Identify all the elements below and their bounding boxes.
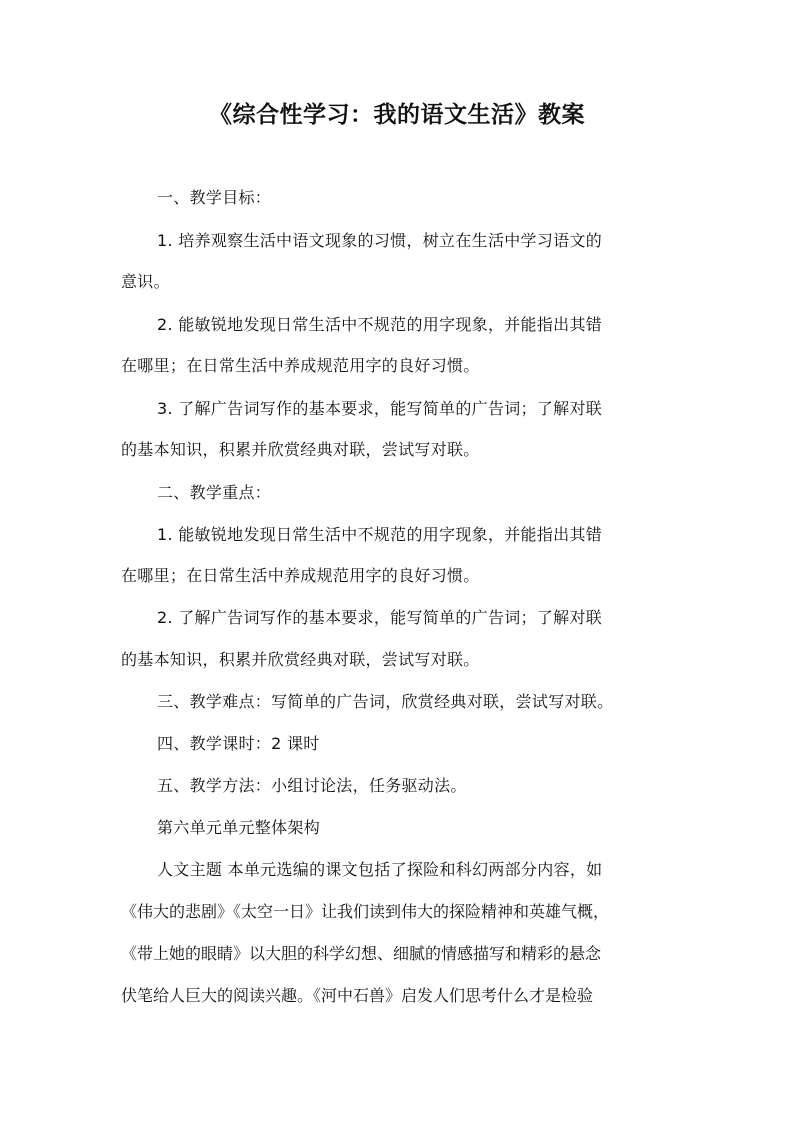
paragraph-line: 意识。 [121, 272, 170, 291]
paragraph-line: 的基本知识，积累并欣赏经典对联，尝试写对联。 [121, 650, 480, 669]
paragraph-line: 1. 培养观察生活中语文现象的习惯，树立在生活中学习语文的 [157, 231, 603, 250]
section-heading-methods: 五、教学方法：小组讨论法，任务驱动法。 [157, 776, 467, 795]
paragraph-line: 的基本知识，积累并欣赏经典对联，尝试写对联。 [121, 440, 480, 459]
paragraph-line: 伏笔给人巨大的阅读兴趣。《河中石兽》启发人们思考什么才是检验 [121, 986, 594, 1005]
section-heading-class-hours: 四、教学课时：2 课时 [157, 734, 320, 753]
paragraph-line: 2. 了解广告词写作的基本要求，能写简单的广告词；了解对联 [157, 608, 603, 627]
section-heading-key-points: 二、教学重点： [157, 483, 272, 502]
paragraph-line: 2. 能敏锐地发现日常生活中不规范的用字现象，并能指出其错 [157, 315, 603, 334]
unit-heading: 第六单元单元整体架构 [157, 818, 321, 837]
section-heading-objectives: 一、教学目标： [157, 188, 272, 207]
paragraph-line: 人文主题 本单元选编的课文包括了探险和科幻两部分内容，如 [157, 860, 603, 879]
paragraph-line: 《伟大的悲剧》《太空一日》让我们读到伟大的探险精神和英雄气概， [121, 902, 610, 921]
paragraph-line: 在哪里；在日常生活中养成规范用字的良好习惯。 [121, 356, 480, 375]
paragraph-line: 在哪里；在日常生活中养成规范用字的良好习惯。 [121, 566, 480, 585]
paragraph-line: 《带上她的眼睛》以大胆的科学幻想、细腻的情感描写和精彩的悬念 [121, 944, 602, 963]
section-heading-difficulties: 三、教学难点：写简单的广告词，欣赏经典对联，尝试写对联。 [157, 692, 614, 711]
paragraph-line: 1. 能敏锐地发现日常生活中不规范的用字现象，并能指出其错 [157, 525, 603, 544]
paragraph-line: 3. 了解广告词写作的基本要求，能写简单的广告词；了解对联 [157, 399, 603, 418]
document-title: 《综合性学习：我的语文生活》教案 [209, 101, 585, 128]
